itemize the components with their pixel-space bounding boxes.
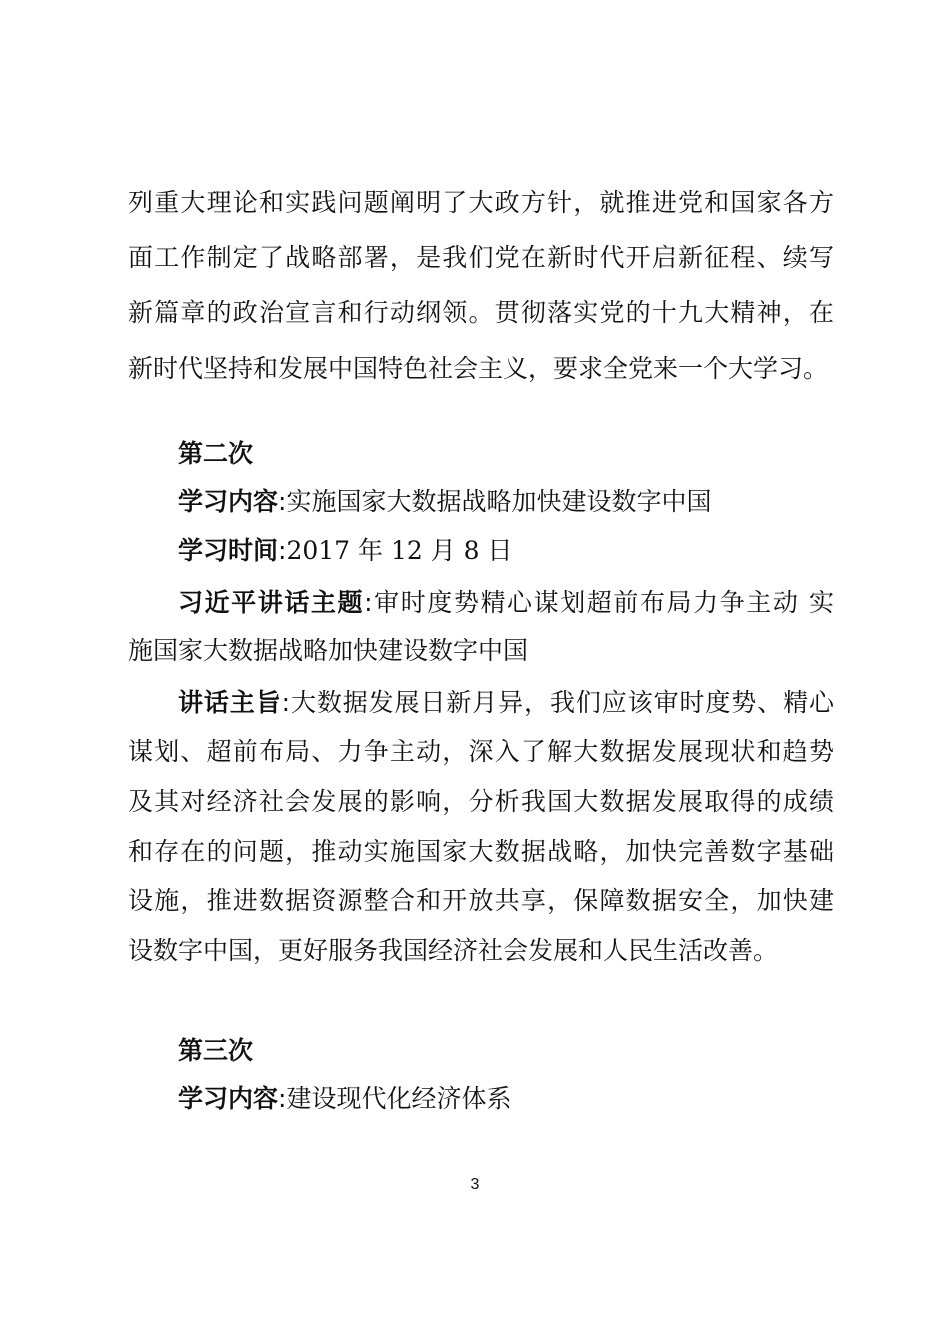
time-value: 2017 年 12 月 8 日 [286, 536, 513, 565]
theme-value-line-2: 施国家大数据战略加快建设数字中国 [128, 636, 529, 665]
gist-line-6: 设数字中国，更好服务我国经济社会发展和人民生活改善。 [128, 936, 779, 965]
session-2-time [178, 534, 834, 568]
intro-line-4: 新时代坚持和发展中国特色社会主义，要求全党来一个大学习。 [128, 354, 829, 383]
session-2-heading: 第二次 [178, 439, 254, 468]
session-3-content [178, 1082, 834, 1116]
intro-line-1: 列重大理论和实践问题阐明了大政方针，就推进党和国家各方 [128, 188, 834, 217]
intro-line-3: 新篇章的政治宣言和行动纲领。贯彻落实党的十九大精神，在 [128, 298, 834, 327]
session-2-gist [178, 686, 834, 720]
theme-value-line-1: 审时度势精心谋划超前布局力争主动 实 [372, 588, 834, 617]
content-value: 实施国家大数据战略加快建设数字中国 [286, 487, 712, 516]
time-label: 学习时间 [178, 536, 279, 565]
session-2-theme [178, 586, 834, 620]
page-number: 3 [470, 1176, 480, 1193]
content-colon: : [278, 1084, 287, 1113]
content-label: 学习内容 [178, 487, 279, 516]
theme-label: 习近平讲话主题 [178, 588, 365, 617]
session-2-content [178, 485, 834, 519]
gist-line-2: 谋划、超前布局、力争主动，深入了解大数据发展现状和趋势 [128, 737, 834, 766]
content-label: 学习内容 [178, 1084, 279, 1113]
gist-line-1: 大数据发展日新月异，我们应该审时度势、精心 [290, 688, 834, 717]
gist-colon: : [281, 688, 291, 717]
gist-line-3: 及其对经济社会发展的影响，分析我国大数据发展取得的成绩 [128, 787, 834, 816]
content-value: 建设现代化经济体系 [286, 1084, 512, 1113]
intro-line-2: 面工作制定了战略部署，是我们党在新时代开启新征程、续写 [128, 243, 834, 272]
gist-label: 讲话主旨 [178, 688, 282, 717]
session-3-heading: 第三次 [178, 1036, 254, 1065]
gist-line-4: 和存在的问题，推动实施国家大数据战略，加快完善数字基础 [128, 837, 834, 866]
time-colon: : [278, 536, 287, 565]
content-colon: : [278, 487, 287, 516]
theme-colon: : [364, 588, 373, 617]
gist-line-5: 设施，推进数据资源整合和开放共享，保障数据安全，加快建 [128, 886, 834, 915]
